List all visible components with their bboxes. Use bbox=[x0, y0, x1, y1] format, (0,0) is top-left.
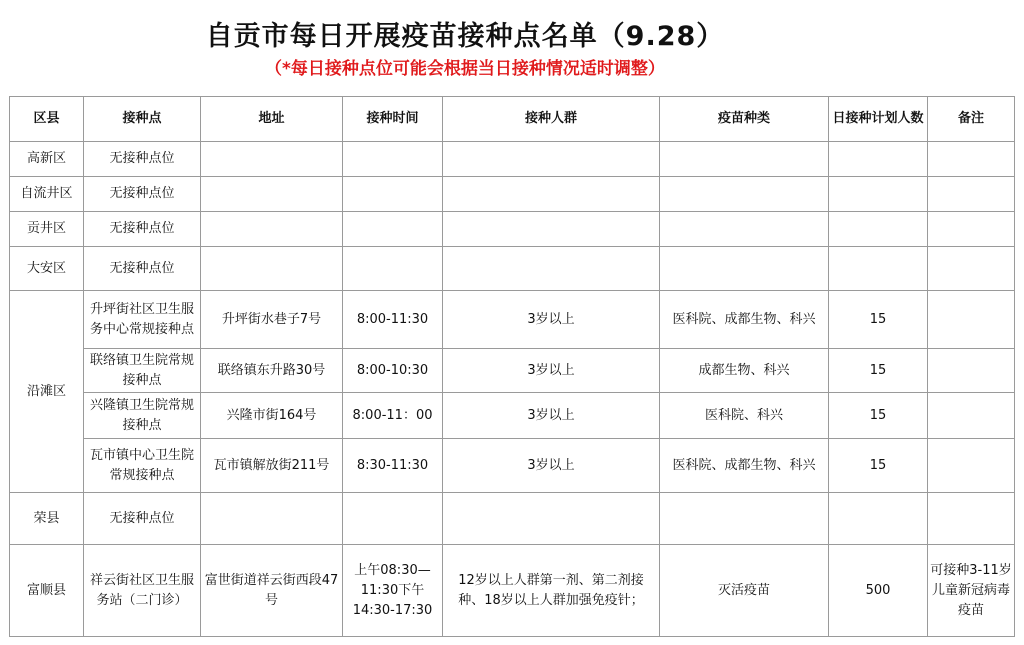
table-row bbox=[10, 142, 1015, 177]
site-cell: 无接种点位 bbox=[84, 247, 201, 291]
plan-cell: 15 bbox=[829, 393, 928, 439]
col-header-district: 区县 bbox=[10, 97, 84, 142]
address-cell: 兴隆市街164号 bbox=[201, 393, 343, 439]
note-cell bbox=[928, 291, 1015, 349]
table-row bbox=[10, 545, 1015, 637]
col-header-plan-text: 日接种计划人数 bbox=[832, 111, 924, 126]
vaccine-cell: 成都生物、科兴 bbox=[660, 349, 829, 393]
table-row bbox=[10, 349, 1015, 393]
plan-cell: 15 bbox=[829, 291, 928, 349]
vaccine-cell: 医科院、成都生物、科兴 bbox=[660, 291, 829, 349]
address-cell: 升坪街水巷子7号 bbox=[201, 291, 343, 349]
col-header-group: 接种人群 bbox=[443, 97, 660, 142]
group-cell: 3岁以上 bbox=[443, 291, 660, 349]
site-cell: 兴隆镇卫生院常规接种点 bbox=[84, 393, 201, 439]
table-row bbox=[10, 393, 1015, 439]
site-cell: 无接种点位 bbox=[84, 493, 201, 545]
col-header-site: 接种点 bbox=[84, 97, 201, 142]
time-cell: 8:30-11:30 bbox=[343, 439, 443, 493]
district-cell: 沿滩区 bbox=[10, 291, 84, 493]
group-cell: 12岁以上人群第一剂、第二剂接种、18岁以上人群加强免疫针； bbox=[443, 545, 660, 637]
vaccination-sites-table bbox=[9, 96, 1015, 637]
page-title: 自贡市每日开展疫苗接种点名单（9.28） bbox=[205, 21, 725, 52]
time-cell: 8:00-11：00 bbox=[343, 393, 443, 439]
col-header-vaccine: 疫苗种类 bbox=[660, 97, 829, 142]
district-cell: 高新区 bbox=[10, 142, 84, 177]
site-cell: 无接种点位 bbox=[84, 212, 201, 247]
table-row bbox=[10, 247, 1015, 291]
site-cell: 联络镇卫生院常规接种点 bbox=[84, 349, 201, 393]
note-cell bbox=[928, 349, 1015, 393]
district-cell: 富顺县 bbox=[10, 545, 84, 637]
address-cell: 联络镇东升路30号 bbox=[201, 349, 343, 393]
table-row bbox=[10, 439, 1015, 493]
table-row bbox=[10, 177, 1015, 212]
page-subtitle: （*每日接种点位可能会根据当日接种情况适时调整） bbox=[265, 59, 665, 79]
district-cell: 荣县 bbox=[10, 493, 84, 545]
plan-cell: 15 bbox=[829, 349, 928, 393]
address-cell: 富世街道祥云街西段47号 bbox=[201, 545, 343, 637]
group-cell: 3岁以上 bbox=[443, 393, 660, 439]
col-header-note: 备注 bbox=[928, 97, 1015, 142]
site-cell: 升坪街社区卫生服务中心常规接种点 bbox=[84, 291, 201, 349]
vaccine-cell: 医科院、成都生物、科兴 bbox=[660, 439, 829, 493]
plan-cell: 15 bbox=[829, 439, 928, 493]
col-header-address: 地址 bbox=[201, 97, 343, 142]
time-cell: 8:00-11:30 bbox=[343, 291, 443, 349]
note-cell bbox=[928, 393, 1015, 439]
address-cell: 瓦市镇解放街211号 bbox=[201, 439, 343, 493]
table-row bbox=[10, 212, 1015, 247]
note-cell bbox=[928, 439, 1015, 493]
note-cell: 可接种3-11岁儿童新冠病毒疫苗 bbox=[928, 545, 1015, 637]
vaccine-cell: 医科院、科兴 bbox=[660, 393, 829, 439]
site-cell: 无接种点位 bbox=[84, 142, 201, 177]
col-header-plan bbox=[829, 97, 928, 142]
plan-cell: 500 bbox=[829, 545, 928, 637]
group-cell: 3岁以上 bbox=[443, 349, 660, 393]
district-cell: 贡井区 bbox=[10, 212, 84, 247]
site-cell: 无接种点位 bbox=[84, 177, 201, 212]
time-cell: 8:00-10:30 bbox=[343, 349, 443, 393]
time-cell: 上午08:30—11:30下午14:30-17:30 bbox=[343, 545, 443, 637]
group-cell: 3岁以上 bbox=[443, 439, 660, 493]
district-cell: 大安区 bbox=[10, 247, 84, 291]
district-cell: 自流井区 bbox=[10, 177, 84, 212]
site-cell: 瓦市镇中心卫生院常规接种点 bbox=[84, 439, 201, 493]
vaccine-cell: 灭活疫苗 bbox=[660, 545, 829, 637]
header-row bbox=[10, 97, 1015, 142]
col-header-time: 接种时间 bbox=[343, 97, 443, 142]
site-cell: 祥云街社区卫生服务站（二门诊） bbox=[84, 545, 201, 637]
table-row bbox=[10, 291, 1015, 349]
table-row bbox=[10, 493, 1015, 545]
